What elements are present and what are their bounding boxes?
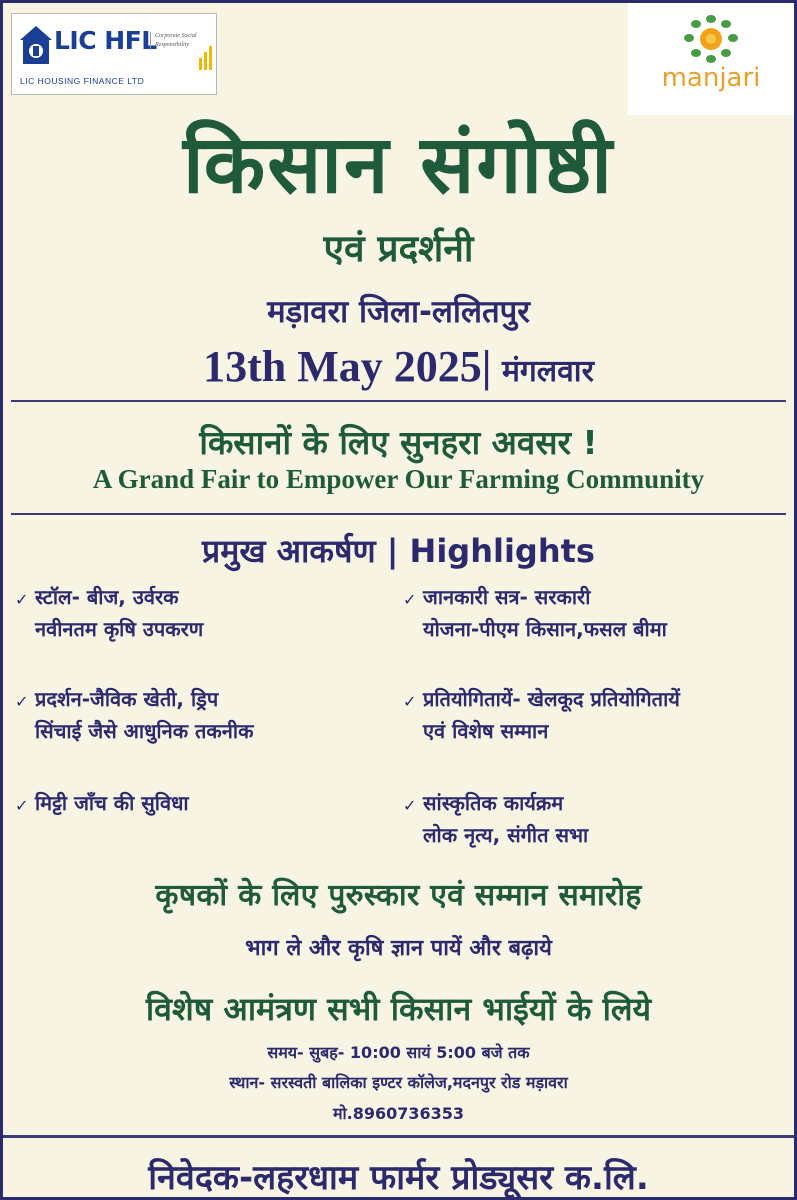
divider-top (11, 400, 786, 402)
divider-bottom (11, 513, 786, 515)
highlight-line: नवीनतम कृषि उपकरण (35, 617, 204, 641)
event-date (3, 341, 794, 392)
footer-organizer: निवेदक-लहरधाम फार्मर प्रोड्यूसर क.लि. (148, 1158, 649, 1198)
event-time: समय- सुबह- 10:00 सायं 5:00 बजे तक (267, 1043, 530, 1062)
tagline-hindi: किसानों के लिए सुनहरा अवसर ! (199, 423, 598, 462)
lic-brand: LIC HFL (54, 26, 157, 55)
highlight-line: प्रदर्शन-जैविक खेती, ड्रिप (35, 687, 219, 711)
event-location: मड़ावरा जिला-ललितपुर (267, 294, 530, 330)
event-title: किसान संगोष्ठी (183, 118, 614, 211)
lic-subtitle: LIC HOUSING FINANCE LTD (20, 76, 145, 86)
check-icon: ✓ (403, 692, 417, 711)
highlight-line: जानकारी सत्र- सरकारी (423, 585, 591, 609)
highlight-item (403, 581, 667, 645)
date-day: मंगलवार (491, 354, 594, 389)
tagline-english: A Grand Fair to Empower Our Farming Community (92, 464, 705, 494)
highlight-line: एवं विशेष सम्मान (423, 719, 549, 743)
highlight-item (403, 683, 680, 747)
highlight-item (403, 787, 589, 851)
check-icon: ✓ (15, 590, 29, 609)
date-separator: | (481, 342, 492, 391)
footer-divider (3, 1135, 794, 1138)
date-en: 13th May 2025 (203, 342, 482, 391)
highlight-line: सिंचाई जैसे आधुनिक तकनीक (35, 719, 254, 743)
lic-bars-icon (198, 46, 212, 72)
award-ceremony: कृषकों के लिए पुरुस्कार एवं सम्मान समारोह (155, 878, 642, 913)
highlight-line: लोक नृत्य, संगीत सभा (423, 823, 589, 847)
manjari-brand: manjari (661, 63, 761, 93)
highlight-item (15, 787, 189, 819)
highlights-heading: प्रमुख आकर्षण | Highlights (202, 532, 595, 570)
event-venue: स्थान- सरस्वती बालिका इण्टर कॉलेज,मदनपुर रोड मड़ावरा (229, 1073, 568, 1092)
contact-phone: मो.8960736353 (332, 1104, 465, 1123)
special-invitation: विशेष आमंत्रण सभी किसान भाईयों के लिये (145, 990, 652, 1028)
highlight-line: सांस्कृतिक कार्यक्रम (423, 791, 564, 815)
manjari-flower-icon (678, 13, 744, 65)
check-icon: ✓ (15, 796, 29, 815)
highlight-item (15, 581, 204, 645)
participate-text: भाग ले और कृषि ज्ञान पायें और बढ़ाये (245, 936, 552, 961)
lic-house-icon (18, 24, 54, 68)
event-subtitle: एवं प्रदर्शनी (323, 227, 474, 270)
highlight-line: मिट्टी जाँच की सुविधा (35, 791, 189, 815)
lic-hfl-logo (11, 13, 217, 95)
highlight-line: स्टॉल- बीज, उर्वरक (35, 585, 179, 609)
check-icon: ✓ (15, 692, 29, 711)
highlight-item (15, 683, 254, 747)
highlight-line: योजना-पीएम किसान,फसल बीमा (423, 617, 667, 641)
highlight-line: प्रतियोगितायें- खेलकूद प्रतियोगितायें (423, 687, 680, 711)
manjari-logo (628, 3, 794, 115)
check-icon: ✓ (403, 796, 417, 815)
lic-csr-text: Corporate Social Responsibility (150, 32, 205, 50)
check-icon: ✓ (403, 590, 417, 609)
